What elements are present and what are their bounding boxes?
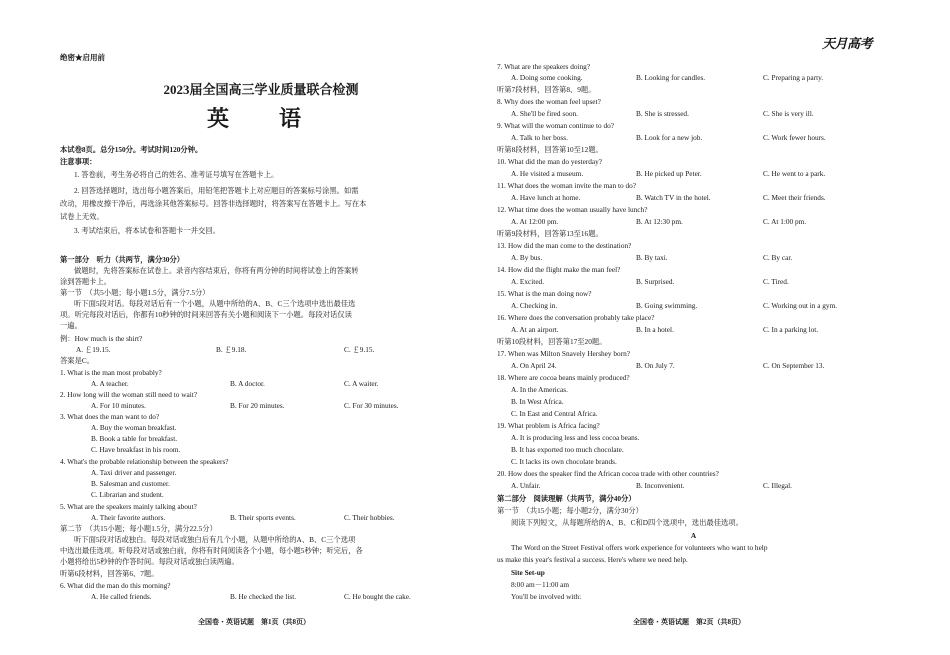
q5-option-b: B. Their sports events.	[230, 513, 296, 522]
q1-option-a: A. A teacher.	[91, 379, 129, 388]
q8-option-b: B. She is stressed.	[636, 109, 689, 118]
section1-intro-3: 一遍。	[60, 321, 82, 330]
q8-option-a: A. She'll be fired soon.	[511, 109, 578, 118]
passage-line-2: us make this year's festival a success. Here's where we need help.	[497, 555, 688, 564]
confidential-mark: 绝密★启用前	[60, 53, 105, 62]
note-2-end: 试卷上无效。	[60, 212, 104, 221]
note-2: 2. 回答选择题时，选出每小题答案后，用铅笔把答题卡上对应题目的答案标号涂黑。如需	[74, 186, 359, 195]
question-4: 4. What's the probable relationship between the speakers?	[60, 457, 229, 466]
q3-option-b: B. Book a table for breakfast.	[91, 434, 178, 443]
site-setup-title: Site Set-up	[511, 568, 545, 577]
q13-option-a: A. By bus.	[511, 253, 543, 262]
notes-title: 注意事项：	[60, 157, 97, 166]
q4-option-a: A. Taxi driver and passenger.	[91, 468, 177, 477]
q6-option-b: B. He checked the list.	[230, 592, 297, 601]
q11-option-b: B. Watch TV in the hotel.	[636, 193, 711, 202]
part2-title: 第二部分 阅读理解（共两节，满分40分）	[497, 494, 636, 503]
q15-option-c: C. Working out in a gym.	[763, 301, 838, 310]
question-6: 6. What did the man do this morning?	[60, 581, 171, 590]
page-1-footer: 全国卷・英语试题 第1页（共8页）	[198, 618, 310, 626]
q16-option-b: B. In a hotel.	[636, 325, 674, 334]
example-option-a: A. ￡19.15.	[76, 345, 111, 354]
page-1-column	[60, 0, 462, 655]
q4-option-b: B. Salesman and customer.	[91, 479, 170, 488]
q4-option-c: C. Librarian and student.	[91, 490, 164, 499]
q16-option-c: C. In a parking lot.	[763, 325, 819, 334]
brand-logo: 天月高考	[822, 36, 873, 51]
q15-option-a: A. Checking in.	[511, 301, 558, 310]
question-9: 9. What will the woman continue to do?	[497, 121, 614, 130]
q9-option-a: A. Talk to her boss.	[511, 133, 568, 142]
note-1: 1. 答卷前，考生务必将自己的姓名、准考证号填写在答题卡上。	[74, 170, 279, 179]
q18-option-c: C. In East and Central Africa.	[511, 409, 598, 418]
q3-option-c: C. Have breakfast in his room.	[91, 445, 181, 454]
q10-option-a: A. He visited a museum.	[511, 169, 584, 178]
q14-option-a: A. Excited.	[511, 277, 545, 286]
part1-intro-2: 涂到答题卡上。	[60, 277, 112, 286]
q11-option-c: C. Meet their friends.	[763, 193, 826, 202]
part2-section1-intro: 阅读下列短文，从每题所给的A、B、C和D四个选项中，选出最佳选项。	[511, 518, 743, 527]
q10-option-c: C. He went to a park.	[763, 169, 826, 178]
q11-option-a: A. Have lunch at home.	[511, 193, 581, 202]
q9-option-b: B. Look for a new job.	[636, 133, 703, 142]
q10-option-b: B. He picked up Peter.	[636, 169, 702, 178]
q19-option-c: C. It lacks its own chocolate brands.	[511, 457, 617, 466]
q2-option-a: A. For 10 minutes.	[91, 401, 146, 410]
passage-line-1: The Word on the Street Festival offers work experience for volunteers who want to help	[511, 543, 768, 552]
q5-option-a: A. Their favorite authors.	[91, 513, 166, 522]
q3-option-a: A. Buy the woman breakfast.	[91, 423, 177, 432]
question-7: 7. What are the speakers doing?	[497, 62, 591, 71]
exam-info: 本试卷8页。总分150分。考试时间120分钟。	[60, 145, 203, 154]
q12-option-a: A. At 12:00 pm.	[511, 217, 559, 226]
q20-option-c: C. Illegal.	[763, 481, 792, 490]
passage-label: A	[690, 531, 697, 540]
q7-option-a: A. Doing some cooking.	[511, 73, 583, 82]
q14-option-b: B. Surprised.	[636, 277, 675, 286]
q7-option-b: B. Looking for candles.	[636, 73, 706, 82]
note-3: 3. 考试结束后，将本试卷和答题卡一并交回。	[74, 226, 220, 235]
example-question: 例：How much is the shirt?	[60, 334, 143, 343]
q2-option-b: B. For 20 minutes.	[230, 401, 285, 410]
section1-title: 第一节 （共5小题；每小题1.5分，满分7.5分）	[60, 288, 210, 297]
exam-title: 2023届全国高三学业质量联合检测	[163, 82, 359, 97]
material-7-note: 听第7段材料，回答第8、9题。	[497, 85, 596, 94]
site-setup-time: 8:00 am－11:00 am	[511, 580, 570, 589]
question-2: 2. How long will the woman still need to wait?	[60, 390, 197, 399]
page-2-footer: 全国卷・英语试题 第2页（共8页）	[633, 618, 745, 626]
material-9-note: 听第9段材料，回答第13至16题。	[497, 229, 603, 238]
question-14: 14. How did the flight make the man feel?	[497, 265, 621, 274]
q19-option-a: A. It is producing less and less cocoa beans.	[511, 433, 640, 442]
part2-section1-title: 第一节 （共15小题；每小题2分，满分30分）	[497, 506, 643, 515]
q14-option-c: C. Tired.	[763, 277, 789, 286]
site-setup-desc: You'll be involved with:	[511, 592, 582, 601]
question-18: 18. Where are cocoa beans mainly produced?	[497, 373, 630, 382]
part1-intro-1: 做题时，先将答案标在试卷上。录音内容结束后，你将有两分钟的时间将试卷上的答案转	[74, 266, 359, 275]
example-option-b: B. ￡9.18.	[216, 345, 247, 354]
example-answer: 答案是C。	[60, 356, 95, 365]
q18-option-b: B. In West Africa.	[511, 397, 564, 406]
question-15: 15. What is the man doing now?	[497, 289, 592, 298]
question-1: 1. What is the man most probably?	[60, 368, 162, 377]
question-19: 19. What problem is Africa facing?	[497, 421, 600, 430]
question-5: 5. What are the speakers mainly talking about?	[60, 502, 197, 511]
q1-option-c: C. A waiter.	[344, 379, 379, 388]
q17-option-a: A. On April 24.	[511, 361, 557, 370]
page-2-column	[497, 0, 890, 655]
question-10: 10. What did the man do yesterday?	[497, 157, 603, 166]
question-16: 16. Where does the conversation probably take place?	[497, 313, 655, 322]
question-13: 13. How did the man come to the destination?	[497, 241, 632, 250]
question-12: 12. What time does the woman usually have lunch?	[497, 205, 648, 214]
section1-intro-1: 听下面5段对话。每段对话后有一个小题，从题中所给的A、B、C三个选项中选出最佳选	[74, 299, 356, 308]
question-17: 17. When was Milton Snavely Hershey born?	[497, 349, 631, 358]
section2-intro-1: 听下面5段对话或独白。每段对话或独白后有几个小题，从题中所给的A、B、C三个选项	[74, 535, 356, 544]
note-2-cont: 改动，用橡皮擦干净后，再选涂其他答案标号。回答非选择题时，将答案写在答题卡上。写在本	[60, 199, 367, 208]
question-20: 20. How does the speaker find the African cocoa trade with other countries?	[497, 469, 719, 478]
question-8: 8. Why does the woman feel upset?	[497, 97, 601, 106]
q6-option-a: A. He called friends.	[91, 592, 152, 601]
part1-title: 第一部分 听力（共两节，满分30分）	[60, 255, 185, 264]
q6-option-c: C. He bought the cake.	[344, 592, 411, 601]
section2-intro-3: 小题将给出5秒钟的作答时间。每段对话或独白读两遍。	[60, 557, 239, 566]
q20-option-a: A. Unfair.	[511, 481, 541, 490]
example-option-c: C. ￡9.15.	[344, 345, 375, 354]
question-3: 3. What does the man want to do?	[60, 412, 160, 421]
q9-option-c: C. Work fewer hours.	[763, 133, 826, 142]
q16-option-a: A. At an airport.	[511, 325, 559, 334]
material-8-note: 听第8段材料，回答第10至12题。	[497, 145, 603, 154]
q1-option-b: B. A doctor.	[230, 379, 265, 388]
section2-title: 第二节 （共15小题；每小题1.5分，满分22.5分）	[60, 524, 217, 533]
subject-title: 英 语	[206, 106, 315, 131]
q5-option-c: C. Their hobbies.	[344, 513, 395, 522]
question-11: 11. What does the woman invite the man to do?	[497, 181, 637, 190]
section2-intro-2: 中选出最佳选项。听每段对话或独白前，你将有时间阅读各个小题，每小题5秒钟；听完后，各	[60, 546, 363, 555]
q8-option-c: C. She is very ill.	[763, 109, 814, 118]
q2-option-c: C. For 30 minutes.	[344, 401, 399, 410]
q13-option-b: B. By taxi.	[636, 253, 668, 262]
section1-intro-2: 项。听完每段对话后，你都有10秒钟的时间来回答有关小题和阅读下一小题。每段对话仅读	[60, 310, 352, 319]
q7-option-c: C. Preparing a party.	[763, 73, 824, 82]
material-6-note: 听第6段材料，回答第6、7题。	[60, 569, 159, 578]
q20-option-b: B. Inconvenient.	[636, 481, 685, 490]
q12-option-b: B. At 12:30 pm.	[636, 217, 683, 226]
q13-option-c: C. By car.	[763, 253, 793, 262]
q19-option-b: B. It has exported too much chocolate.	[511, 445, 624, 454]
material-10-note: 听第10段材料，回答第17至20题。	[497, 337, 607, 346]
q15-option-b: B. Going swimming.	[636, 301, 698, 310]
q17-option-b: B. On July 7.	[636, 361, 675, 370]
q18-option-a: A. In the Americas.	[511, 385, 568, 394]
q12-option-c: C. At 1:00 pm.	[763, 217, 807, 226]
q17-option-c: C. On September 13.	[763, 361, 825, 370]
